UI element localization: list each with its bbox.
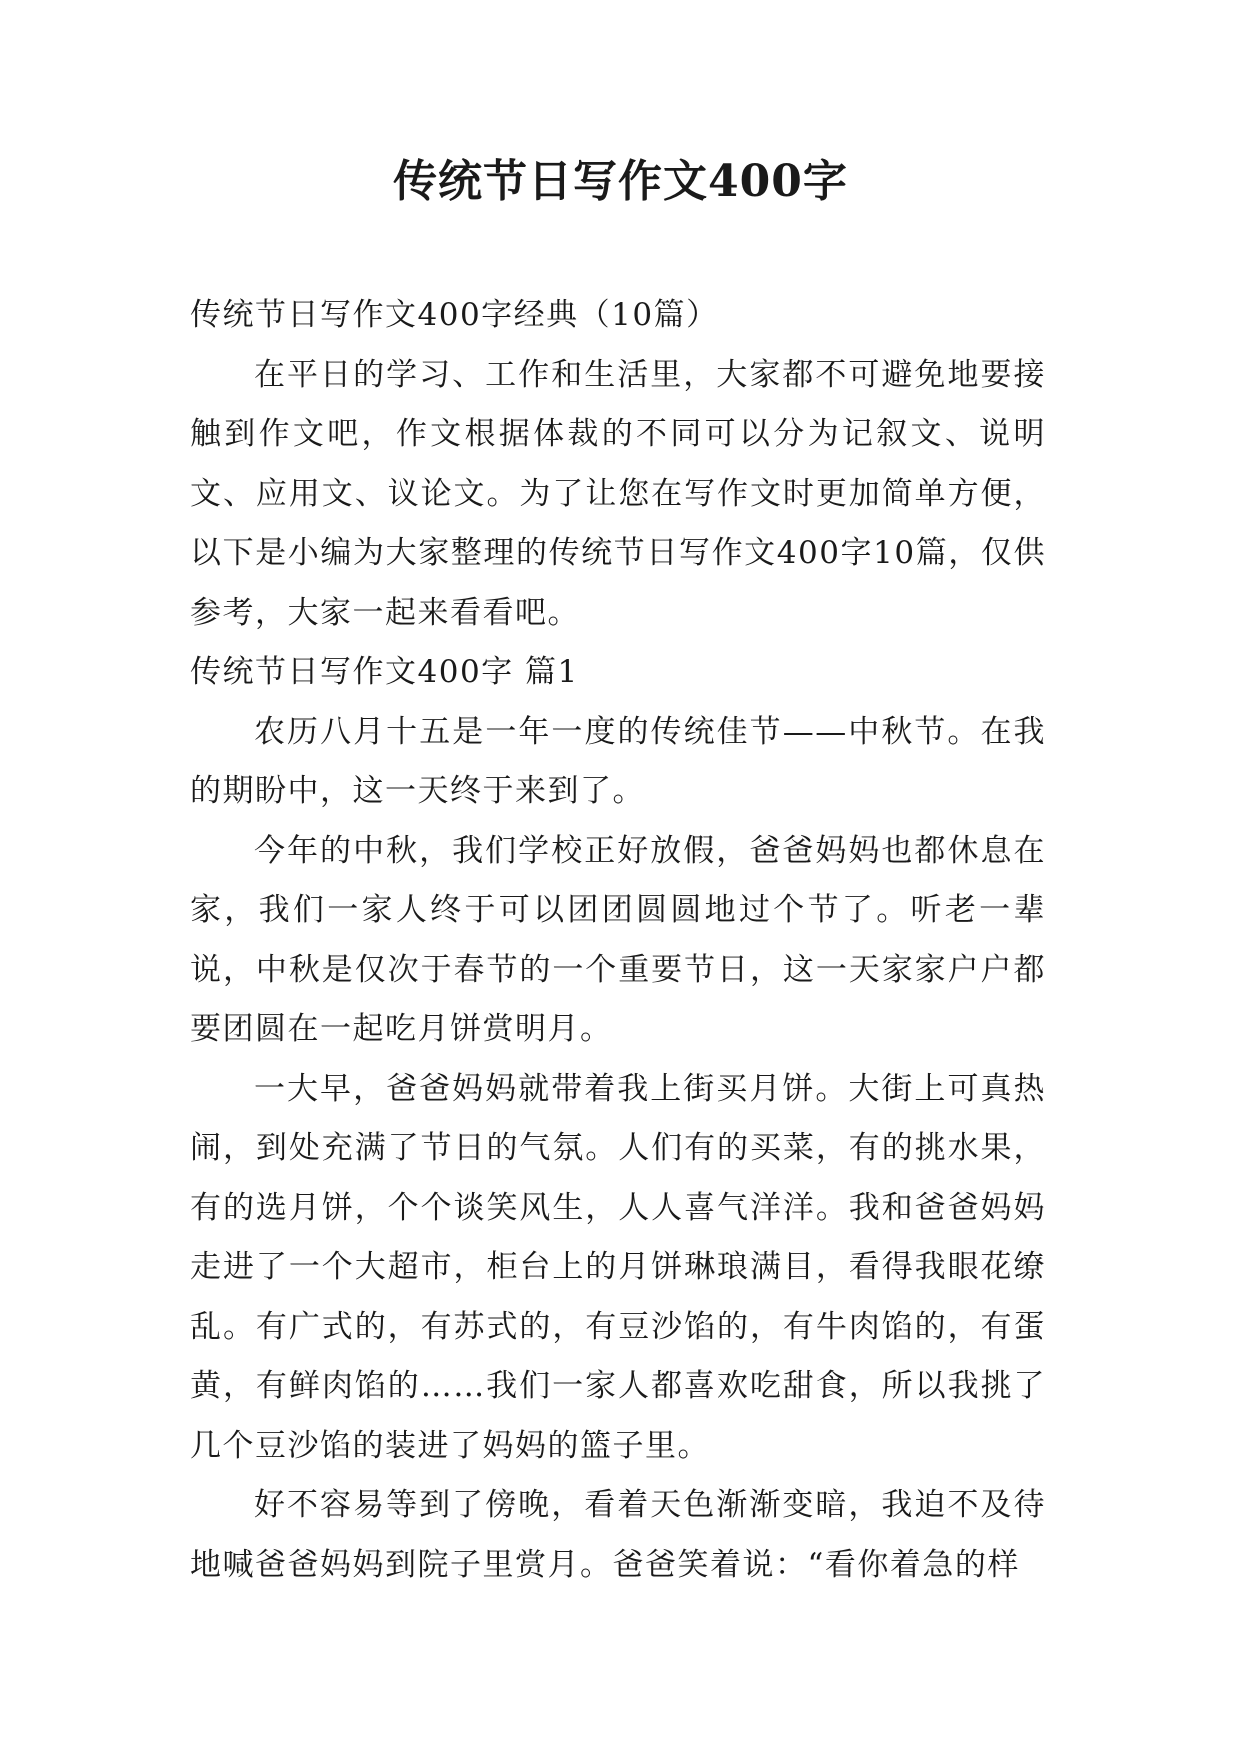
body-paragraph: 一大早，爸爸妈妈就带着我上街买月饼。大街上可真热闹，到处充满了节日的气氛。人们有的买菜，有的挑水果，有的选月饼，个个谈笑风生，人人喜气洋洋。我和爸爸妈妈走进了一个大超市，柜台上的月饼琳琅满目，看得我眼花缭乱。有广式的，有苏式的，有豆沙馅的，有牛肉馅的，有蛋黄，有鲜肉馅的……我们一家人都喜欢吃甜食，所以我挑了几个豆沙馅的装进了妈妈的篮子里。 [190, 1070, 1046, 1464]
body-paragraph: 农历八月十五是一年一度的传统佳节——中秋节。在我的期盼中，这一天终于来到了。 [190, 713, 1046, 809]
document-body [190, 286, 1046, 1595]
document-subtitle: 传统节日写作文400字经典（10篇） [190, 297, 719, 333]
document-title: 传统节日写作文400字 [393, 156, 848, 207]
body-paragraph: 好不容易等到了傍晚，看着天色渐渐变暗，我迫不及待地喊爸爸妈妈到院子里赏月。爸爸笑着说：“看你着急的样 [190, 1487, 1046, 1583]
intro-paragraph: 在平日的学习、工作和生活里，大家都不可避免地要接触到作文吧，作文根据体裁的不同可以分为记叙文、说明文、应用文、议论文。为了让您在写作文时更加简单方便，以下是小编为大家整理的传统节日写作文400字10篇，仅供参考，大家一起来看看吧。 [190, 356, 1046, 631]
body-paragraph: 今年的中秋，我们学校正好放假，爸爸妈妈也都休息在家，我们一家人终于可以团团圆圆地过个节了。听老一辈说，中秋是仅次于春节的一个重要节日，这一天家家户户都要团圆在一起吃月饼赏明月。 [190, 832, 1046, 1047]
section-heading: 传统节日写作文400字 篇1 [190, 654, 579, 690]
